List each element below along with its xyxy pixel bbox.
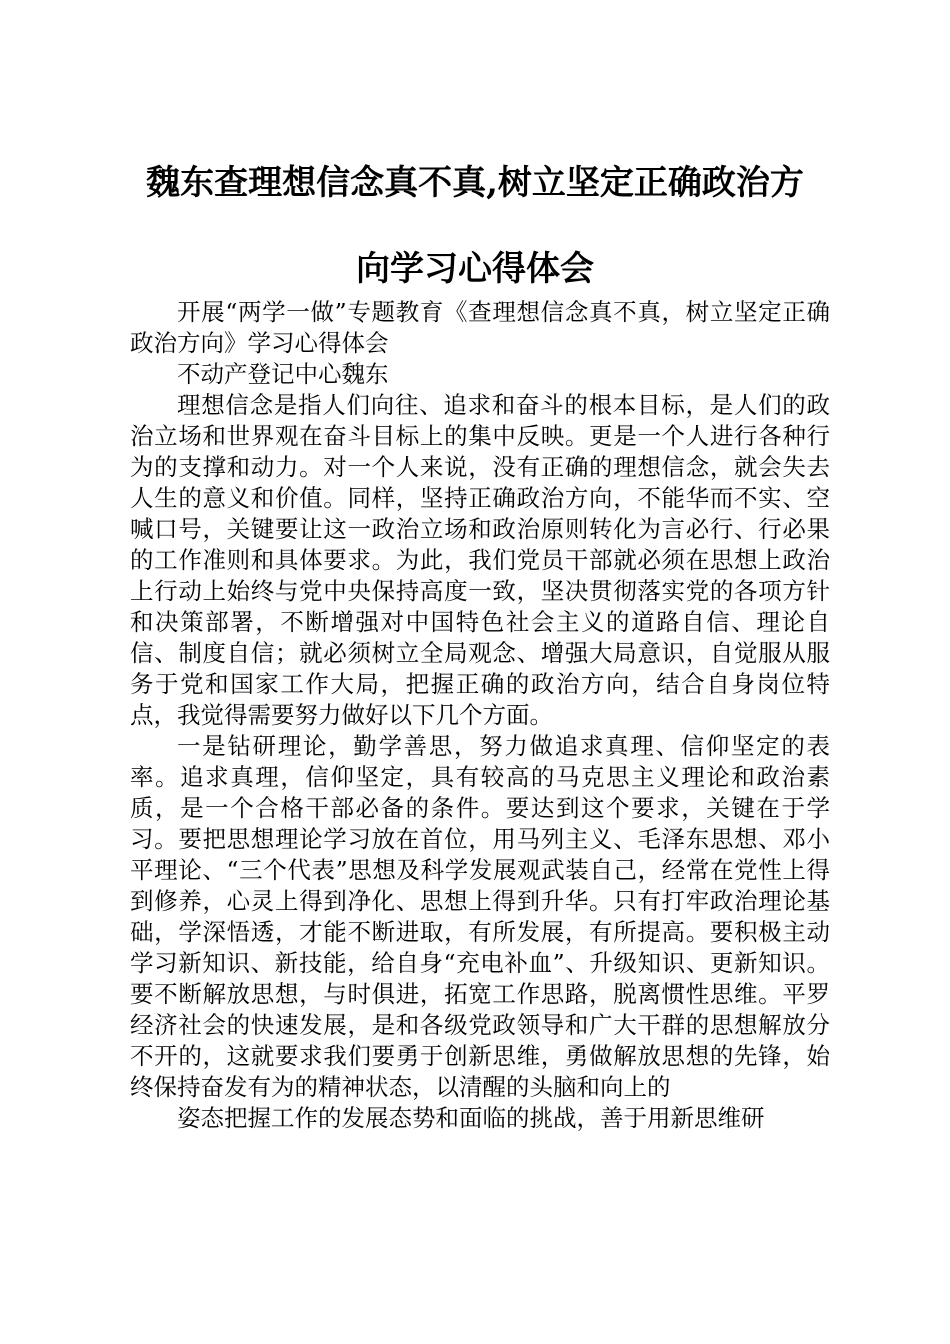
intro-paragraph: 开展“两学一做”专题教育《查理想信念真不真，树立坚定正确政治方向》学习心得体会 [130,298,830,357]
document-body [130,297,830,1134]
body-paragraph: 姿态把握工作的发展态势和面临的挑战，善于用新思维研 [177,1104,765,1132]
body-paragraph: 一是钻研理论，勤学善思，努力做追求真理、信仰坚定的表率。追求真理，信仰坚定，具有较高的马克思主义理论和政治素质，是一个合格干部必备的条件。要达到这个要求，关键在于学习。要把思想理论学习放在首位，用马列主义、毛泽东思想、邓小平理论、“三个代表”思想及科学发展观武装自己，经常在党性上得到修养，心灵上得到净化、思想上得到升华。只有打牢政治理论基础，学深悟透，才能不断进取，有所发展，有所提高。要积极主动学习新知识、新技能，给自身“充电补血”、升级知识、更新知识。要不断解放思想，与时俱进，拓宽工作思路，脱离惯性思维。平罗经济社会的快速发展，是和各级党政领导和广大干群的思想解放分不开的，这就要求我们要勇于创新思维，勇做解放思想的先锋，始终保持奋发有为的精神状态，以清醒的头脑和向上的 [130,732,830,1101]
body-paragraph: 理想信念是指人们向往、追求和奋斗的根本目标，是人们的政治立场和世界观在奋斗目标上的集中反映。更是一个人进行各种行为的支撑和动力。对一个人来说，没有正确的理想信念，就会失去人生的意义和价值。同样，坚持正确政治方向，不能华而不实、空喊口号，关键要让这一政治立场和政治原则转化为言必行、行必果的工作准则和具体要求。为此，我们党员干部就必须在思想上政治上行动上始终与党中央保持高度一致，坚决贯彻落实党的各项方针和决策部署，不断增强对中国特色社会主义的道路自信、理论自信、制度自信；就必须树立全局观念、增强大局意识，自觉服从服务于党和国家工作大局，把握正确的政治方向，结合自身岗位特点，我觉得需要努力做好以下几个方面。 [130,391,830,729]
author-line: 不动产登记中心魏东 [177,360,389,388]
document-title-line-2: 向学习心得体会 [356,249,594,289]
document-title-line-1: 魏东查理想信念真不真,树立坚定正确政治方 [146,163,804,203]
